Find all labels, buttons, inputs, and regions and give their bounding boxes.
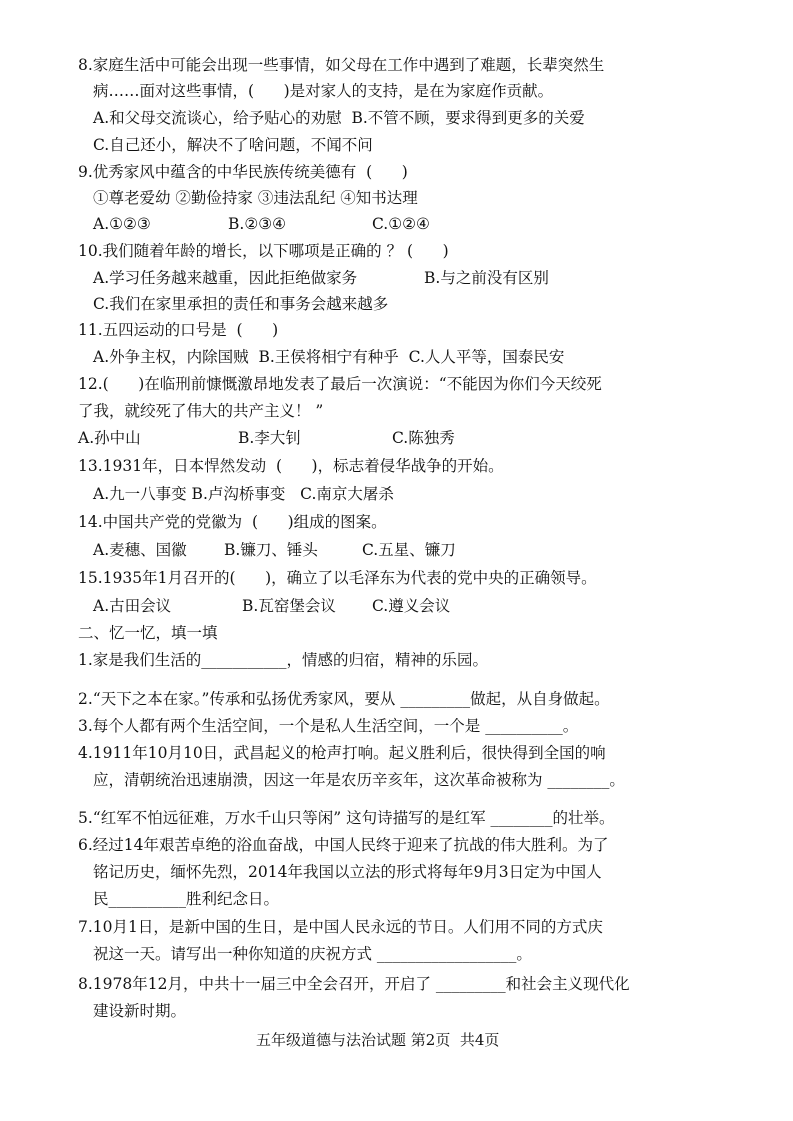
- question-15-stem: 15.1935年1月召开的( )，确立了以毛泽东为代表的党中央的正确领导。: [78, 569, 597, 587]
- fill-5: 5.“红军不怕远征难，万水千山只等闲” 这句诗描写的是红军 ________的壮举。: [78, 809, 615, 827]
- fill-3: 3.每个人都有两个生活空间，一个是私人生活空间，一个是 __________。: [78, 717, 579, 735]
- question-12-option-b: B.李大钊: [238, 429, 301, 447]
- question-12-stem-line-1: 12.( )在临刑前慷慨激昂地发表了最后一次演说：“不能因为你们今天绞死: [78, 375, 602, 393]
- fill-4-line-2: 应，清朝统治迅速崩溃，因这一年是农历辛亥年，这次革命被称为 ________。: [93, 771, 625, 789]
- question-14-option-a: A.麦穗、国徽: [93, 541, 187, 559]
- question-9-stem: 9.优秀家风中蕴含的中华民族传统美德有 ( ): [78, 163, 408, 181]
- question-12-stem-line-2: 了我，就绞死了伟大的共产主义！ ”: [78, 402, 324, 420]
- question-12-option-a: A.孙中山: [78, 429, 141, 447]
- question-14-stem: 14.中国共产党的党徽为 ( )组成的图案。: [78, 513, 387, 531]
- question-14-option-b: B.镰刀、锤头: [224, 541, 318, 559]
- question-15-option-a: A.古田会议: [93, 597, 172, 615]
- question-11-stem: 11.五四运动的口号是 ( ): [78, 321, 279, 339]
- section-2-heading: 二、忆一忆，填一填: [78, 624, 218, 642]
- question-9-option-c: C.①②④: [372, 215, 430, 233]
- question-8-stem-line-2: 病……面对这些事情，( )是对家人的支持，是在为家庭作贡献。: [93, 82, 554, 100]
- question-8-stem-line-1: 8.家庭生活中可能会出现一些事情，如父母在工作中遇到了难题，长辈突然生: [78, 56, 605, 74]
- fill-8-line-1: 8.1978年12月，中共十一届三中全会召开，开启了 _________和社会主义现代化: [78, 975, 630, 993]
- question-10-option-b: B.与之前没有区别: [424, 269, 549, 287]
- fill-1: 1.家是我们生活的___________，情感的归宿，精神的乐园。: [78, 651, 489, 669]
- question-14-option-c: C.五星、镰刀: [362, 541, 456, 559]
- question-10-stem: 10.我们随着年龄的增长，以下哪项是正确的 ？ ( ): [78, 242, 449, 260]
- question-10-option-c: C.我们在家里承担的责任和事务会越来越多: [93, 295, 389, 313]
- fill-6-line-3: 民__________胜利纪念日。: [93, 890, 280, 908]
- question-11-options: A.外争主权，内除国贼 B.王侯将相宁有种乎 C.人人平等，国泰民安: [93, 348, 565, 366]
- fill-6-line-1: 6.经过14年艰苦卓绝的浴血奋战，中国人民终于迎来了抗战的伟大胜利。为了: [78, 836, 609, 854]
- fill-7-line-2: 祝这一天。请写出一种你知道的庆祝方式 __________________。: [93, 945, 532, 963]
- question-15-option-b: B.瓦窑堡会议: [242, 597, 336, 615]
- question-8-options-line-2: C.自己还小，解决不了啥问题，不闻不问: [93, 136, 373, 154]
- fill-6-line-2: 铭记历史，缅怀先烈，2014年我国以立法的形式将每年9月3日定为中国人: [93, 863, 602, 881]
- question-9-items: ①尊老爱幼 ②勤俭持家 ③违法乱纪 ④知书达理: [93, 189, 418, 207]
- question-9-option-a: A.①②③: [93, 215, 151, 233]
- question-13-options: A.九一八事变 B.卢沟桥事变 C.南京大屠杀: [93, 485, 394, 503]
- question-13-stem: 13.1931年，日本悍然发动 ( )，标志着侵华战争的开始。: [78, 457, 504, 475]
- fill-7-line-1: 7.10月1日，是新中国的生日，是中国人民永远的节日。人们用不同的方式庆: [78, 918, 603, 936]
- fill-8-line-2: 建设新时期。: [93, 1002, 187, 1020]
- question-10-option-a: A.学习任务越来越重，因此拒绝做家务: [93, 269, 358, 287]
- fill-2: 2.“天下之本在家。”传承和弘扬优秀家风，要从 _________做起，从自身做起。: [78, 690, 610, 708]
- question-12-option-c: C.陈独秀: [392, 429, 455, 447]
- question-8-options-line-1: A.和父母交流谈心，给予贴心的劝慰 B.不管不顾，要求得到更多的关爱: [93, 109, 585, 127]
- page-footer: 五年级道德与法治试题 第2页 共4页: [256, 1031, 500, 1049]
- question-9-option-b: B.②③④: [228, 215, 287, 233]
- question-15-option-c: C.遵义会议: [372, 597, 451, 615]
- fill-4-line-1: 4.1911年10月10日，武昌起义的枪声打响。起义胜利后，很快得到全国的响: [78, 744, 606, 762]
